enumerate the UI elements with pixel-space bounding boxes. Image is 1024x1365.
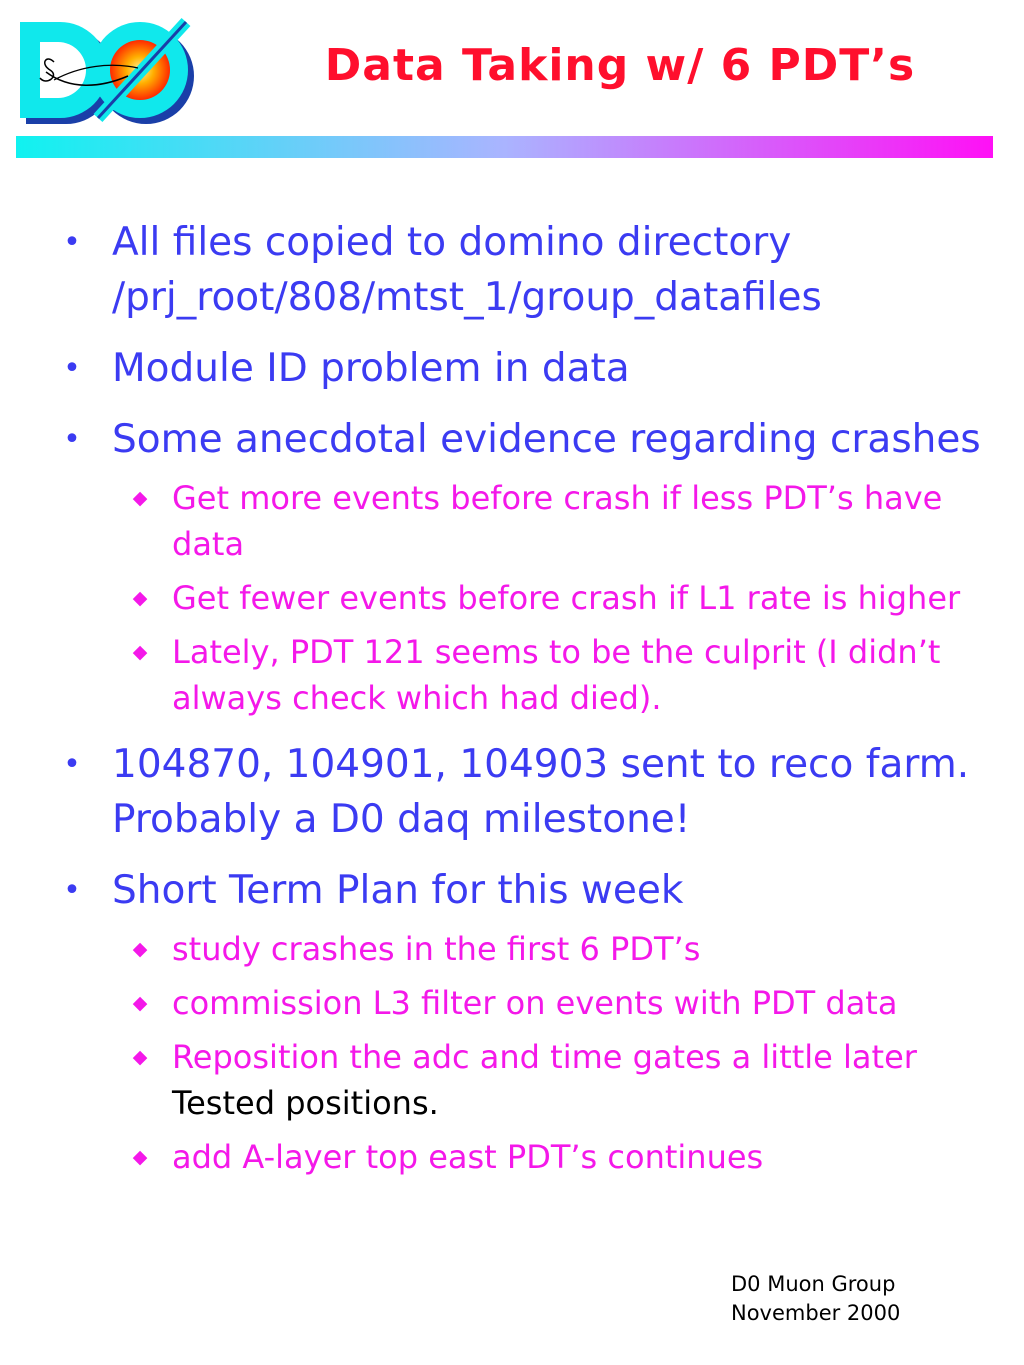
sub-bullet-text: Get more events before crash if less PDT’s have data <box>172 479 943 563</box>
sub-bullet-text: commission L3 filter on events with PDT data <box>172 984 898 1022</box>
bullet-dot-icon: • <box>63 351 81 386</box>
sub-bullet-item <box>0 629 1024 721</box>
bullet-text: Module ID problem in data <box>112 346 630 391</box>
sub-bullet-text: add A-layer top east PDT’s continues <box>172 1138 764 1176</box>
sub-bullet-text: Lately, PDT 121 seems to be the culprit (I didn’t always check which had died). <box>172 633 941 717</box>
bullet-dot-icon: • <box>63 747 81 782</box>
sub-bullet-note: Tested positions. <box>172 1084 439 1122</box>
bullet-dot-icon: • <box>63 873 81 908</box>
diamond-bullet-icon: ◆ <box>132 1046 148 1068</box>
diamond-bullet-icon: ◆ <box>132 938 148 960</box>
footer <box>731 1270 900 1328</box>
diamond-bullet-icon: ◆ <box>132 1146 148 1168</box>
sub-bullet-item <box>0 926 1024 972</box>
sub-bullet-text: Reposition the adc and time gates a little later <box>172 1038 917 1076</box>
bullet-text: 104870, 104901, 104903 sent to reco farm. Probably a D0 daq milestone! <box>112 742 970 842</box>
bullet-item-files <box>0 215 1024 325</box>
slide-title: Data Taking w/ 6 PDT’s <box>324 40 916 91</box>
sub-bullet-item <box>0 1134 1024 1180</box>
bullet-text: All files copied to domino directory /prj_root/808/mtst_1/group_datafiles <box>112 220 822 320</box>
bullet-list <box>0 205 1024 1180</box>
bullet-text: Short Term Plan for this week <box>112 868 684 913</box>
sub-bullet-item <box>0 1034 1024 1126</box>
bullet-item-short-term-plan <box>0 863 1024 918</box>
bullet-item-crashes <box>0 412 1024 467</box>
title-gradient-bar <box>16 136 993 158</box>
diamond-bullet-icon: ◆ <box>132 641 148 663</box>
bullet-item-reco-farm <box>0 737 1024 847</box>
dzero-logo-icon <box>10 14 200 126</box>
sub-bullet-item <box>0 575 1024 621</box>
sub-bullet-text: study crashes in the first 6 PDT’s <box>172 930 701 968</box>
bullet-dot-icon: • <box>63 225 81 260</box>
sub-bullet-item <box>0 475 1024 567</box>
diamond-bullet-icon: ◆ <box>132 487 148 509</box>
bullet-dot-icon: • <box>63 422 81 457</box>
footer-group: D0 Muon Group <box>731 1272 896 1296</box>
bullet-item-module-id <box>0 341 1024 396</box>
footer-date: November 2000 <box>731 1301 901 1325</box>
bullet-text: Some anecdotal evidence regarding crashes <box>112 417 981 462</box>
diamond-bullet-icon: ◆ <box>132 587 148 609</box>
sub-bullet-text: Get fewer events before crash if L1 rate is higher <box>172 579 961 617</box>
sub-bullet-item <box>0 980 1024 1026</box>
diamond-bullet-icon: ◆ <box>132 992 148 1014</box>
